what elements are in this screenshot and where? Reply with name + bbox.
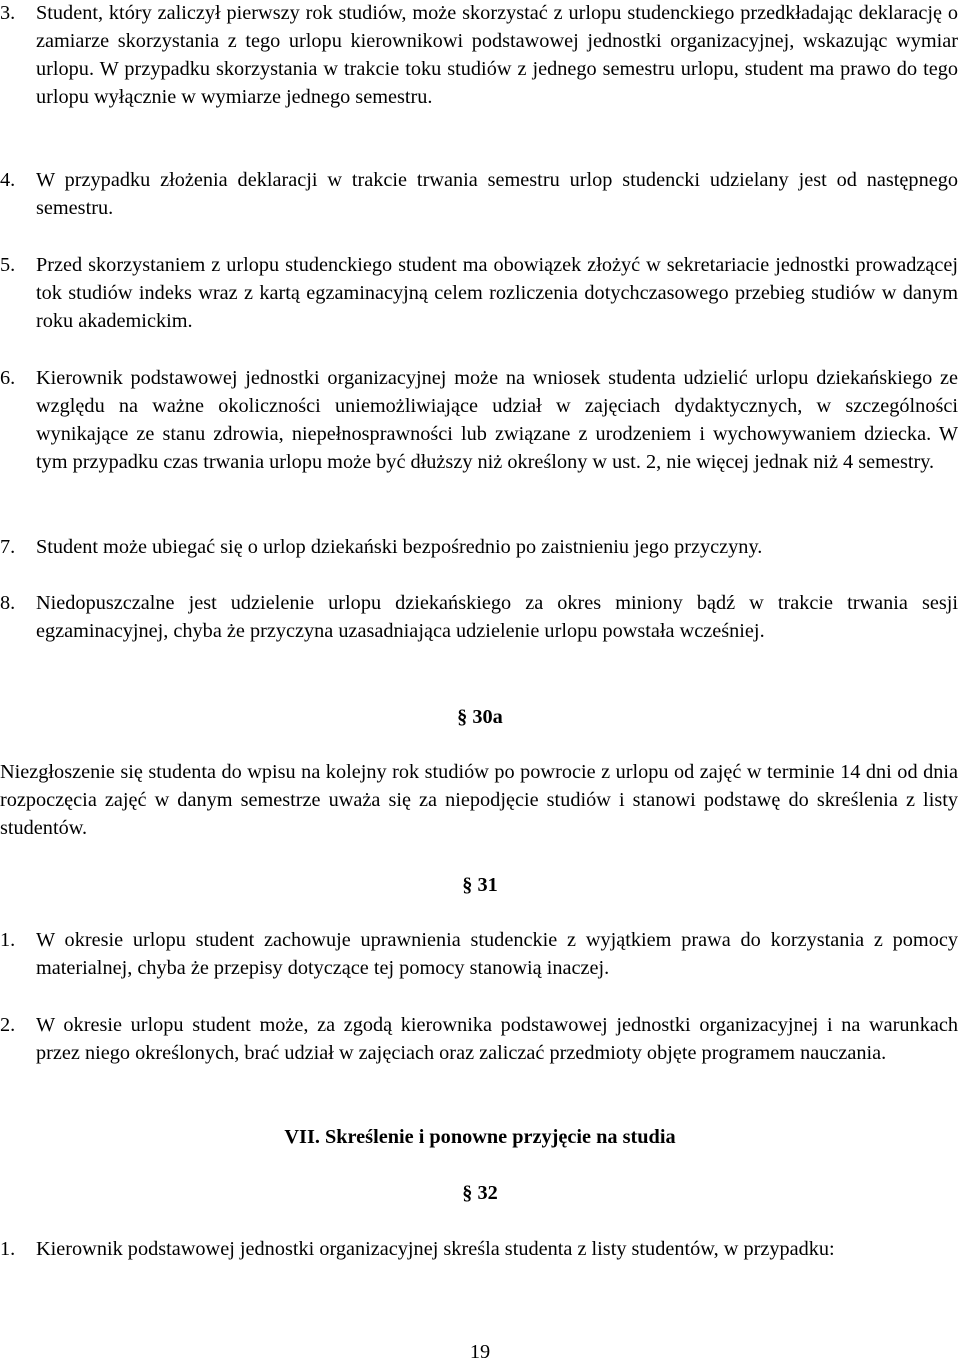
item-text: Przed skorzystaniem z urlopu studenckiego student ma obowiązek złożyć w sekretariacie jednostki prowadzącej tok studiów indeks wraz z kartą egzaminacyjną celem rozliczenia dotychczasowego przebieg studiów w danym roku akademickim.	[36, 254, 958, 332]
list-item	[0, 251, 958, 335]
section-30a-text: Niezgłoszenie się studenta do wpisu na kolejny rok studiów po powrocie z urlopu od zajęć w terminie 14 dni od dnia rozpoczęcia zajęć w danym semestrze uważa się za niepodjęcie studiów i stanowi podstawę do skreślenia z listy studentów.	[0, 761, 958, 839]
section-heading-32: § 32	[462, 1182, 498, 1204]
list-item	[0, 926, 958, 982]
item-text: Kierownik podstawowej jednostki organizacyjnej może na wniosek studenta udzielić urlopu dziekańskiego ze względu na ważne okoliczności uniemożliwiające udział w zajęciach dydaktycznych, w szczególności wynikające ze stanu zdrowia, niepełnosprawności lub związane z urodzeniem i wychowywaniem dziecka. W tym przypadku czas trwania urlopu może być dłuższy niż określony w ust. 2, nie więcej jednak niż 4 semestry.	[36, 367, 958, 473]
item-number: 3.	[0, 2, 16, 24]
chapter-title: VII. Skreślenie i ponowne przyjęcie na studia	[284, 1126, 676, 1148]
list-item	[0, 533, 958, 561]
item-text: Student może ubiegać się o urlop dziekański bezpośrednio po zaistnieniu jego przyczyny.	[36, 536, 763, 558]
page-number: 19	[469, 1341, 491, 1363]
section-heading-31: § 31	[462, 874, 498, 896]
list-item	[0, 589, 958, 645]
section-heading-30a: § 30a	[457, 706, 503, 728]
item-number: 6.	[0, 367, 16, 389]
list-item	[0, 1011, 958, 1067]
item-text: Student, który zaliczył pierwszy rok studiów, może skorzystać z urlopu studenckiego przedkładając deklarację o zamiarze skorzystania z tego urlopu kierownikowi podstawowej jednostki organizacyjnej, wskazując wymiar urlopu. W przypadku skorzystania w trakcie toku studiów z jednego semestru urlopu, student ma prawo do tego urlopu wyłącznie w wymiarze jednego semestru.	[36, 2, 958, 108]
item-number: 4.	[0, 169, 16, 191]
item-number: 1.	[0, 1238, 16, 1260]
item-text: W przypadku złożenia deklaracji w trakcie trwania semestru urlop studencki udzielany jest od następnego semestru.	[36, 169, 958, 219]
item-text: W okresie urlopu student zachowuje uprawnienia studenckie z wyjątkiem prawa do korzystania z pomocy materialnej, chyba że przepisy dotyczące tej pomocy stanowią inaczej.	[36, 929, 958, 979]
item-text: W okresie urlopu student może, za zgodą kierownika podstawowej jednostki organizacyjnej i na warunkach przez niego określonych, brać udział w zajęciach oraz zaliczać przedmioty objęte programem nauczania.	[36, 1014, 958, 1064]
list-item	[0, 1235, 958, 1263]
item-number: 2.	[0, 1014, 16, 1036]
item-text: Kierownik podstawowej jednostki organizacyjnej skreśla studenta z listy studentów, w przypadku:	[36, 1238, 835, 1260]
list-item	[0, 0, 958, 111]
list-item	[0, 166, 958, 222]
item-number: 7.	[0, 536, 16, 558]
list-item	[0, 364, 958, 476]
item-number: 5.	[0, 254, 16, 276]
item-text: Niedopuszczalne jest udzielenie urlopu dziekańskiego za okres miniony bądź w trakcie trwania sesji egzaminacyjnej, chyba że przyczyna uzasadniająca udzielenie urlopu powstała wcześniej.	[36, 592, 958, 642]
item-number: 1.	[0, 929, 16, 951]
item-number: 8.	[0, 592, 16, 614]
